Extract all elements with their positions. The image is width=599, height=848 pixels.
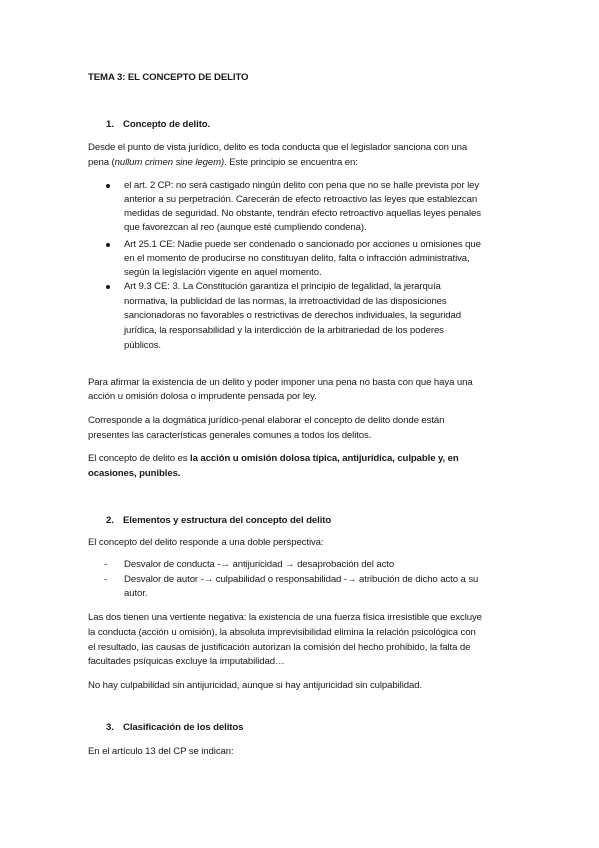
dash-bullet: - [104, 574, 108, 585]
paragraph-4-line-1 [88, 453, 459, 465]
arrow-icon: → [203, 574, 214, 585]
bullet-dot [106, 285, 110, 289]
section-3-intro: En el artículo 13 del CP se indican: [88, 746, 234, 757]
dash-bullet: - [104, 559, 108, 570]
intro-text-a: pena ( [88, 157, 115, 168]
paragraph-s2-line-4: facultades psíquicas excluye la imputabilidad… [88, 656, 285, 667]
paragraph-2-line-1: Para afirmar la existencia de un delito y poder imponer una pena no basta con que haya una [88, 377, 473, 388]
perspective-1-a: Desvalor de conducta - [124, 559, 221, 570]
section-3-heading: Clasificación de los delitos [123, 722, 244, 733]
definition-lead: El concepto de delito es [88, 453, 191, 464]
intro-text-b: . Este principio se encuentra en: [224, 157, 358, 168]
bullet-3-line-3: sancionadoras no favorables o restrictivas de derechos individuales, la seguridad [124, 310, 461, 321]
perspective-1-c: desaprobación del acto [294, 559, 395, 570]
bullet-dot [106, 243, 110, 247]
paragraph-s2-closing: No hay culpabilidad sin antijuricidad, aunque si hay antijuricidad sin culpabilidad. [88, 680, 422, 691]
section-2-intro: El concepto del delito responde a una doble perspectiva: [88, 537, 324, 548]
paragraph-4-line-2: ocasiones, punibles. [88, 468, 181, 479]
paragraph-s2-line-3: el resultado, las causas de justificación autorizan la comisión del hecho prohibido, la falta de [88, 642, 471, 653]
arrow-icon: → [346, 574, 357, 585]
section-1-heading: Concepto de delito. [123, 119, 211, 130]
bullet-3-line-4: jurídica, la responsabilidad y la interdicción de la arbitrariedad de los poderes [124, 325, 444, 336]
paragraph-2-line-2: acción u omisión dolosa o imprudente pensada por ley. [88, 391, 317, 402]
arrow-icon: → [220, 559, 230, 570]
perspective-2-b: culpabilidad o responsabilidad - [213, 574, 347, 585]
bullet-2-line-1: Art 25.1 CE: Nadie puede ser condenado o sancionado por acciones u omisiones que [124, 239, 481, 250]
bullet-1-line-1: el art. 2 CP: no será castigado ningún delito con pena que no se halle prevista por ley [124, 180, 480, 191]
document-title: TEMA 3: EL CONCEPTO DE DELITO [88, 72, 249, 83]
paragraph-3-line-2: presentes las características generales comunes a todos los delitos. [88, 430, 372, 441]
section-1-intro-line-1: Desde el punto de vista jurídico, delito es toda conducta que el legislador sanciona con una [88, 142, 468, 153]
section-1-number: 1. [106, 119, 114, 130]
perspective-2 [124, 574, 478, 586]
bullet-dot [106, 184, 110, 188]
bullet-1-line-3: medidas de seguridad. No obstante, tendrán efecto retroactivo aquellas leyes penales [124, 208, 481, 219]
section-3-number: 3. [106, 722, 114, 733]
paragraph-3-line-1: Corresponde a la dogmática jurídico-penal elaborar el concepto de delito donde están [88, 415, 445, 426]
paragraph-s2-line-2: la conducta (acción u omisión), la absoluta imprevisibilidad elimina la relación psicológica con [88, 627, 476, 638]
perspective-1 [124, 559, 394, 571]
bullet-2-line-2: en el momento de producirse no constituyan delito, falta o infracción administrativa, [124, 253, 470, 264]
section-1-intro-line-2 [88, 157, 358, 169]
bullet-3-line-2: normativa, la publicidad de las normas, la irretroactividad de las disposiciones [124, 296, 447, 307]
definition-bold: la acción u omisión dolosa típica, antijurídica, culpable y, en [190, 453, 459, 464]
section-2-number: 2. [106, 515, 114, 526]
latin-maxim: nullum crimen sine legem) [114, 157, 225, 168]
perspective-2-a: Desvalor de autor - [124, 574, 204, 585]
perspective-2-c: atribución de dicho acto a su [356, 574, 479, 585]
bullet-1-line-4: que favorezcan al reo (aunque esté cumpliendo condena). [124, 222, 367, 233]
bullet-2-line-3: según la legislación vigente en aquel momento. [124, 267, 322, 278]
section-2-heading: Elementos y estructura del concepto del delito [123, 515, 332, 526]
perspective-1-b: antijuricidad [229, 559, 285, 570]
bullet-1-line-2: anterior a su perpetración. Carecerán de efecto retroactivo las leyes que establezcan [124, 194, 478, 205]
perspective-2-line-2: autor. [124, 588, 148, 599]
bullet-3-line-1: Art 9.3 CE: 3. La Constitución garantiza el principio de legalidad, la jerarquía [124, 281, 441, 292]
paragraph-s2-line-1: Las dos tienen una vertiente negativa: la existencia de una fuerza física irresistible que excluye [88, 612, 482, 623]
bullet-3-line-5: públicos. [124, 340, 161, 351]
arrow-icon: → [285, 559, 295, 570]
